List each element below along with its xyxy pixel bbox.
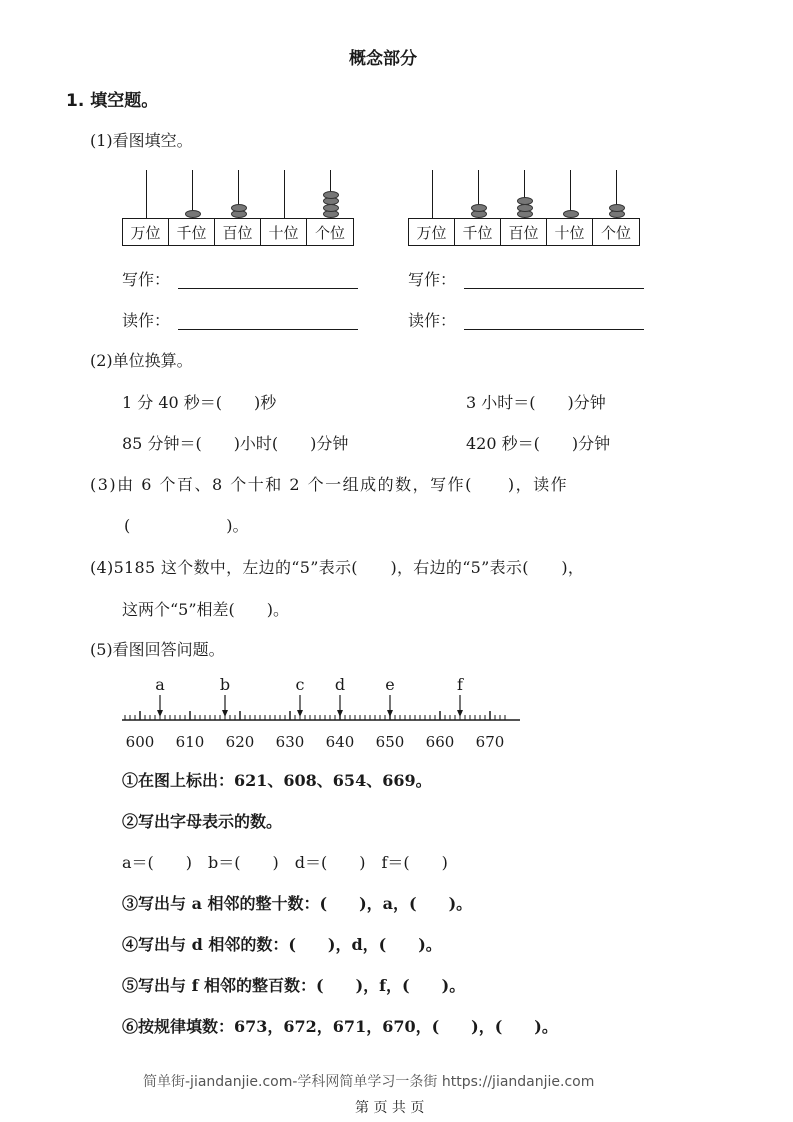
tick-label: 620 [225,733,255,751]
marker-arrow-head [387,710,393,717]
place-tens: 十位 [261,219,307,245]
marker-letter-a: a [155,675,165,694]
q5-label: (5)看图回答问题。 [90,640,225,659]
place-ones: 个位 [314,223,345,242]
abacus-bead [609,204,625,212]
q1-label: (1)看图填空。 [90,131,193,150]
abacus-bead [517,197,533,205]
q3-line2: ( )。 [124,516,249,535]
marker-arrow-head [157,710,163,717]
number-line [110,670,530,755]
tick-label: 670 [475,733,505,751]
left-read-blank[interactable] [178,329,358,330]
abacus-bead [185,210,201,218]
place-thousands: 千位 [169,219,215,245]
marker-arrow-head [222,710,228,717]
place-ones: 个位 [600,223,631,242]
right-read-blank[interactable] [464,329,644,330]
q4-line1: (4)5185 这个数中，左边的“5”表示( )，右边的“5”表示( )， [90,558,585,577]
place-tens: 十位 [547,219,593,245]
q2-line1-left: 1 分 40 秒＝( )秒 [122,393,277,412]
right-read-label: 读作： [408,311,457,330]
right-write-label: 写作： [408,270,457,289]
left-write-label: 写作： [122,270,171,289]
q2-line1-right: 3 小时＝( )分钟 [466,393,606,412]
q4-line2: 这两个“5”相差( )。 [122,600,290,619]
left-read-label: 读作： [122,311,171,330]
marker-letter-d: d [334,675,346,694]
q2-label: (2)单位换算。 [90,351,193,370]
place-hundreds: 百位 [501,219,547,245]
q5-sub6: ⑥按规律填数：673，672，671，670，( )，( )。 [122,1017,558,1036]
page-title: 概念部分 [349,49,417,69]
section-heading: 1. 填空题。 [66,91,159,111]
marker-letter-e: e [385,675,395,694]
place-ten-thousands: 万位 [409,219,455,245]
abacus-bead [231,204,247,212]
footer-source: 简单街-jiandanjie.com-学科网简单学习一条街 https://jiandanjie.com [143,1074,595,1090]
left-write-blank[interactable] [178,288,358,289]
abacus-rod [284,170,285,218]
q3-line1: (3)由 6 个百、8 个十和 2 个一组成的数，写作( )，读作 [90,475,569,494]
tick-label: 630 [275,733,305,751]
q5-sub3: ③写出与 a 相邻的整十数：( )，a，( )。 [122,894,473,913]
footer-page: 第 页 共 页 [355,1100,425,1116]
place-thousands: 千位 [455,219,501,245]
tick-label: 600 [125,733,155,751]
q5-sub2: ②写出字母表示的数。 [122,812,283,831]
marker-letter-f: f [457,675,463,694]
place-hundreds: 百位 [215,219,261,245]
abacus-right-base [408,218,640,246]
tick-label: 610 [175,733,205,751]
abacus-left-base [122,218,354,246]
abacus-bead [471,204,487,212]
tick-label: 660 [425,733,455,751]
q5-sub2-answers: a＝( ) b＝( ) d＝( ) f＝( ) [122,853,448,872]
marker-arrow-head [457,710,463,717]
abacus-bead [563,210,579,218]
q5-sub5: ⑤写出与 f 相邻的整百数：( )，f，( )。 [122,976,466,995]
tick-label: 640 [325,733,355,751]
tick-label: 650 [375,733,405,751]
abacus-bead [323,191,339,199]
q2-line2-left: 85 分钟＝( )小时( )分钟 [122,434,349,453]
abacus-rod [432,170,433,218]
abacus-rod [146,170,147,218]
q2-line2-right: 420 秒＝( )分钟 [466,434,611,453]
right-write-blank[interactable] [464,288,644,289]
marker-arrow-head [337,710,343,717]
marker-arrow-head [297,710,303,717]
marker-letter-c: c [295,675,305,694]
marker-letter-b: b [219,675,231,694]
q5-sub1: ①在图上标出：621、608、654、669。 [122,771,432,790]
place-ten-thousands: 万位 [123,219,169,245]
q5-sub4: ④写出与 d 相邻的数：( )，d，( )。 [122,935,442,954]
